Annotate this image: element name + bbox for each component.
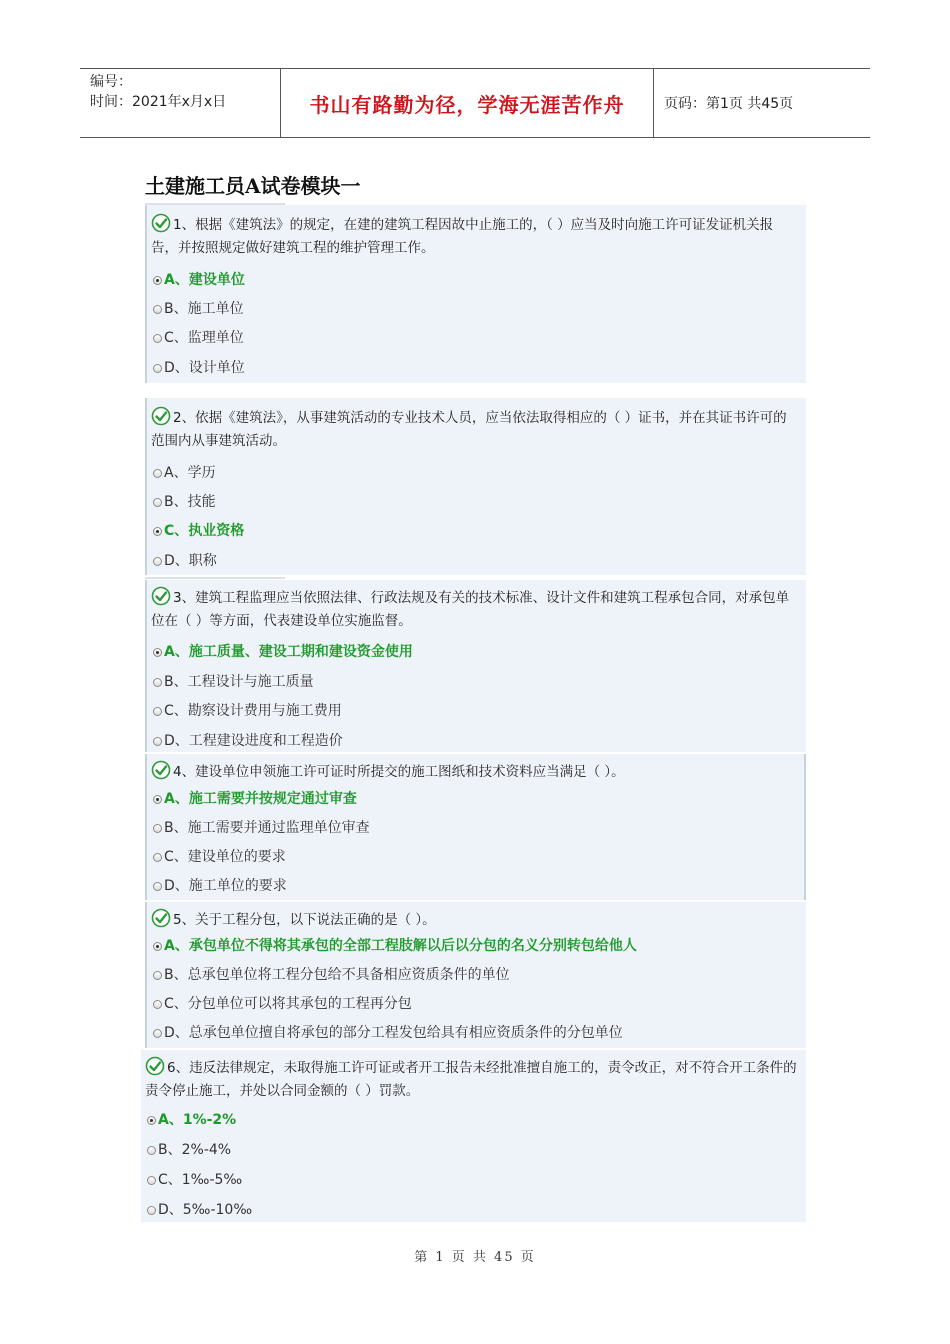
question-text: 3、建筑工程监理应当依照法律、行政法规及有关的技术标准、设计文件和建筑工程承包合同，对承包单位在（ ）等方面，代表建设单位实施监督。: [151, 586, 800, 633]
radio-selected-icon[interactable]: [153, 648, 162, 657]
option-b[interactable]: B、2%-4%: [147, 1140, 231, 1160]
question-text: 2、依据《建筑法》，从事建筑活动的专业技术人员，应当依法取得相应的（ ）证书，并在其证书许可的范围内从事建筑活动。: [151, 406, 800, 453]
option-c[interactable]: C、1‰-5‰: [147, 1170, 242, 1190]
radio-selected-icon[interactable]: [147, 1116, 156, 1125]
option-c[interactable]: C、分包单位可以将其承包的工程再分包: [153, 994, 412, 1014]
question-text: 4、建设单位申领施工许可证时所提交的施工图纸和技术资料应当满足（ ）。: [151, 760, 798, 784]
motto: 书山有路勤为径，学海无涯苦作舟: [309, 92, 625, 117]
radio-icon[interactable]: [153, 364, 162, 373]
radio-icon[interactable]: [153, 1000, 162, 1009]
check-icon: [145, 1056, 165, 1076]
option-d[interactable]: D、施工单位的要求: [153, 876, 287, 896]
check-icon: [151, 760, 171, 780]
radio-icon[interactable]: [153, 557, 162, 566]
question-text: 5、关于工程分包，以下说法正确的是（ ）。: [151, 908, 800, 932]
option-a[interactable]: A、建设单位: [153, 270, 245, 290]
option-b[interactable]: B、总承包单位将工程分包给不具备相应资质条件的单位: [153, 965, 510, 985]
radio-icon[interactable]: [147, 1176, 156, 1185]
question-block-5: [145, 902, 806, 1048]
header-motto-cell: [281, 69, 654, 137]
time-label: 时间：2021年x月x日: [90, 94, 227, 110]
option-a[interactable]: A、学历: [153, 463, 216, 483]
radio-icon[interactable]: [153, 737, 162, 746]
header-meta: [80, 69, 281, 137]
option-b[interactable]: B、施工单位: [153, 299, 244, 319]
radio-icon[interactable]: [147, 1146, 156, 1155]
option-b[interactable]: B、工程设计与施工质量: [153, 672, 314, 692]
option-b[interactable]: B、施工需要并通过监理单位审查: [153, 818, 370, 838]
question-block-4: [145, 754, 806, 900]
question-block-6: [141, 1050, 806, 1222]
option-c[interactable]: C、监理单位: [153, 328, 244, 348]
question-block-2: [145, 398, 806, 575]
option-d[interactable]: D、工程建设进度和工程造价: [153, 731, 343, 751]
header-page-info: [654, 69, 870, 137]
radio-icon[interactable]: [153, 305, 162, 314]
question-block-3: [145, 580, 806, 752]
option-d[interactable]: D、设计单位: [153, 358, 245, 378]
radio-icon[interactable]: [153, 707, 162, 716]
document-title: 土建施工员A试卷模块一: [145, 174, 361, 198]
check-icon: [151, 586, 171, 606]
radio-icon[interactable]: [153, 498, 162, 507]
option-a[interactable]: A、施工需要并按规定通过审查: [153, 789, 357, 809]
option-a[interactable]: A、承包单位不得将其承包的全部工程肢解以后以分包的名义分别转包给他人: [153, 936, 637, 956]
check-icon: [151, 213, 171, 233]
radio-icon[interactable]: [153, 853, 162, 862]
radio-icon[interactable]: [153, 469, 162, 478]
check-icon: [151, 406, 171, 426]
question-block-1: [145, 205, 806, 383]
radio-selected-icon[interactable]: [153, 276, 162, 285]
option-d[interactable]: D、总承包单位擅自将承包的部分工程发包给具有相应资质条件的分包单位: [153, 1023, 623, 1043]
question-text: 1、根据《建筑法》的规定，在建的建筑工程因故中止施工的，（ ）应当及时向施工许可证发证机关报告，并按照规定做好建筑工程的维护管理工作。: [151, 213, 800, 260]
radio-icon[interactable]: [153, 882, 162, 891]
option-c[interactable]: C、建设单位的要求: [153, 847, 286, 867]
check-icon: [151, 908, 171, 928]
page-header: [80, 68, 870, 138]
option-d[interactable]: D、职称: [153, 551, 217, 571]
page-footer: 第 1 页 共 45 页: [414, 1250, 536, 1265]
radio-icon[interactable]: [147, 1206, 156, 1215]
radio-icon[interactable]: [153, 971, 162, 980]
option-c[interactable]: C、执业资格: [153, 521, 244, 541]
radio-icon[interactable]: [153, 1029, 162, 1038]
number-label: 编号：: [90, 74, 132, 90]
option-c[interactable]: C、勘察设计费用与施工费用: [153, 701, 342, 721]
radio-icon[interactable]: [153, 334, 162, 343]
radio-selected-icon[interactable]: [153, 527, 162, 536]
radio-selected-icon[interactable]: [153, 795, 162, 804]
option-a[interactable]: A、施工质量、建设工期和建设资金使用: [153, 642, 413, 662]
radio-icon[interactable]: [153, 678, 162, 687]
option-b[interactable]: B、技能: [153, 492, 216, 512]
option-d[interactable]: D、5‰-10‰: [147, 1200, 252, 1220]
radio-icon[interactable]: [153, 824, 162, 833]
option-a[interactable]: A、1%-2%: [147, 1110, 236, 1130]
page-info: 页码：第1页 共45页: [664, 96, 794, 112]
radio-selected-icon[interactable]: [153, 942, 162, 951]
question-text: 6、违反法律规定，未取得施工许可证或者开工报告未经批准擅自施工的，责令改正，对不符合开工条件的责令停止施工，并处以合同金额的（ ）罚款。: [145, 1056, 800, 1103]
